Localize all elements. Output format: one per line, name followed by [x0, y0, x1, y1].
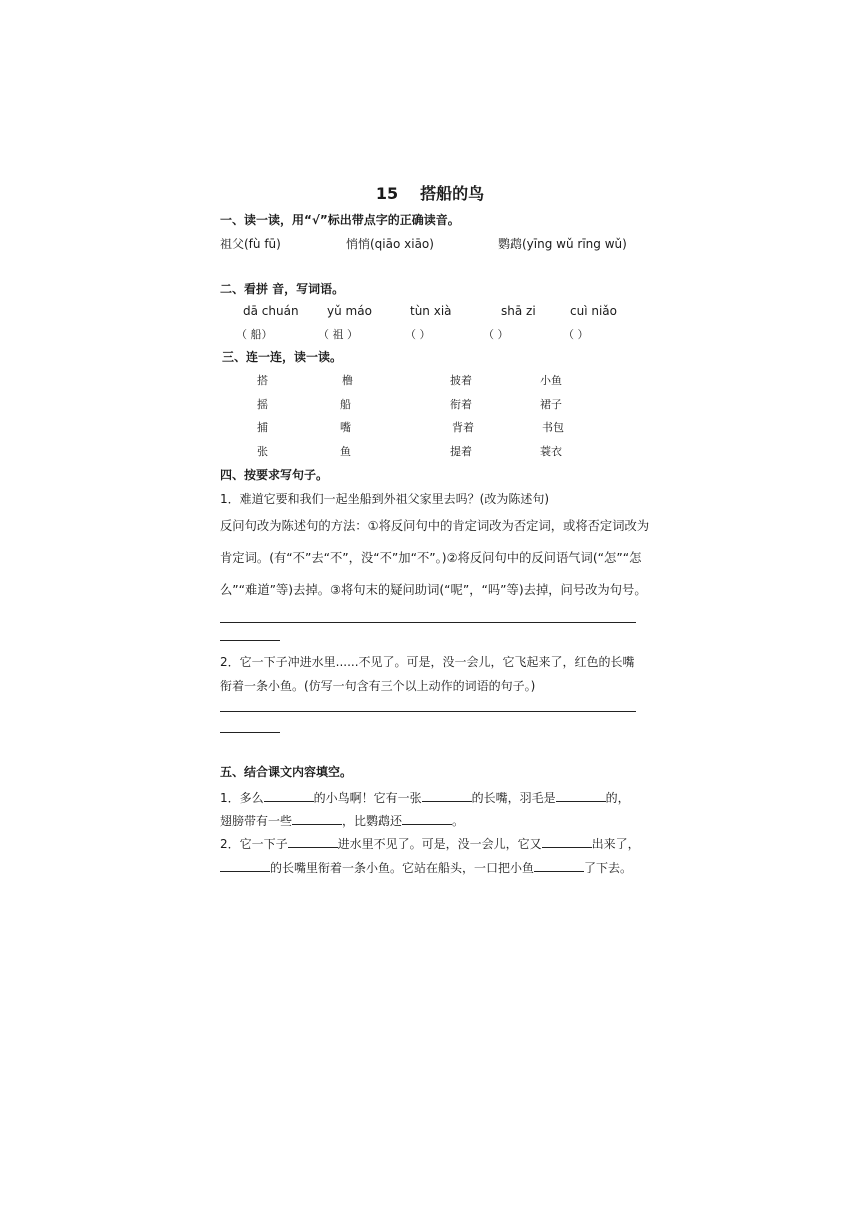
answer-box: （ 祖 ）: [318, 328, 358, 341]
match-word: 摇: [257, 398, 268, 411]
answer-line[interactable]: [220, 711, 636, 712]
question-2-line: 衔着一条小鱼。(仿写一句含有三个以上动作的词语的句子。): [220, 679, 536, 693]
match-word: 张: [257, 445, 268, 458]
match-word: 橹: [342, 374, 353, 387]
match-word: 背着: [452, 421, 474, 434]
fill-line-4: 的长嘴里衔着一条小鱼。它站在船头，一口把小鱼 了下去。: [220, 859, 632, 876]
blank[interactable]: [292, 812, 342, 825]
match-word: 嘴: [340, 421, 351, 434]
pinyin-item: tùn xià: [410, 304, 452, 318]
section-1-heading: 一、读一读，用“√”标出带点字的正确读音。: [220, 213, 460, 227]
method-line: 肯定词。(有“不”去“不”，没“不”加“不”。)②将反问句中的反问语气词(“怎”“怎: [220, 551, 642, 565]
section-4-heading: 四、按要求写句子。: [220, 468, 329, 482]
match-word: 裙子: [540, 398, 562, 411]
match-word: 蓑衣: [540, 445, 562, 458]
sec1-item: 祖父(fù fū): [220, 237, 281, 251]
question-1: 1．难道它要和我们一起坐船到外祖父家里去吗？(改为陈述句): [220, 492, 550, 506]
match-word: 船: [340, 398, 351, 411]
section-5-heading: 五、结合课文内容填空。: [220, 765, 353, 779]
blank[interactable]: [422, 789, 472, 802]
blank[interactable]: [542, 835, 592, 848]
blank[interactable]: [288, 835, 338, 848]
match-word: 披着: [450, 374, 472, 387]
sec1-item: 鹦鹉(yīng wǔ rīng wǔ): [498, 237, 627, 251]
answer-line[interactable]: [220, 732, 280, 733]
pinyin-item: shā zi: [501, 304, 536, 318]
section-2-heading: 二、看拼 音，写词语。: [220, 282, 345, 296]
blank[interactable]: [264, 789, 314, 802]
fill-line-3: 2．它一下子 进水里不见了。可是，没一会儿，它又 出来了，: [220, 837, 640, 851]
page-title: [0, 181, 860, 204]
question-2-line: 2．它一下子冲进水里......不见了。可是，没一会儿，它飞起来了，红色的长嘴: [220, 655, 635, 669]
answer-line[interactable]: [220, 640, 280, 641]
blank[interactable]: [556, 789, 606, 802]
answer-box: （ ）: [563, 328, 589, 341]
pinyin-item: cuì niǎo: [570, 304, 617, 318]
method-line: 反问句改为陈述句的方法：①将反问句中的肯定词改为否定词，或将否定词改为: [220, 519, 650, 533]
lesson-title: 搭船的鸟: [420, 184, 485, 203]
blank[interactable]: [402, 812, 452, 825]
fill-line-1: 1．多么 的小鸟啊！它有一张 的长嘴，羽毛是 的，: [220, 791, 630, 805]
match-word: 提着: [450, 445, 472, 458]
answer-box: （ ）: [483, 328, 509, 341]
pinyin-item: yǔ máo: [327, 304, 372, 318]
match-word: 鱼: [340, 445, 351, 458]
section-3-heading: 三、连一连，读一读。: [222, 350, 343, 364]
fill-line-2: 翅膀带有一些 ，比鹦鹉还 。: [220, 814, 465, 828]
blank[interactable]: [534, 859, 584, 872]
match-word: 搭: [257, 374, 268, 387]
blank[interactable]: [220, 859, 270, 872]
lesson-number: 15: [375, 184, 399, 203]
answer-line[interactable]: [220, 622, 636, 623]
sec1-item: 悄悄(qiāo xiāo): [346, 237, 434, 251]
answer-box: （ ）: [405, 328, 431, 341]
match-word: 捕: [257, 421, 268, 434]
match-word: 小鱼: [540, 374, 562, 387]
answer-box: （ 船）: [236, 328, 273, 341]
method-line: 么”“难道”等)去掉。③将句末的疑问助词(“呢”，“吗”等)去掉，问号改为句号。: [220, 583, 647, 597]
match-word: 书包: [542, 421, 564, 434]
pinyin-item: dā chuán: [243, 304, 299, 318]
match-word: 衔着: [450, 398, 472, 411]
